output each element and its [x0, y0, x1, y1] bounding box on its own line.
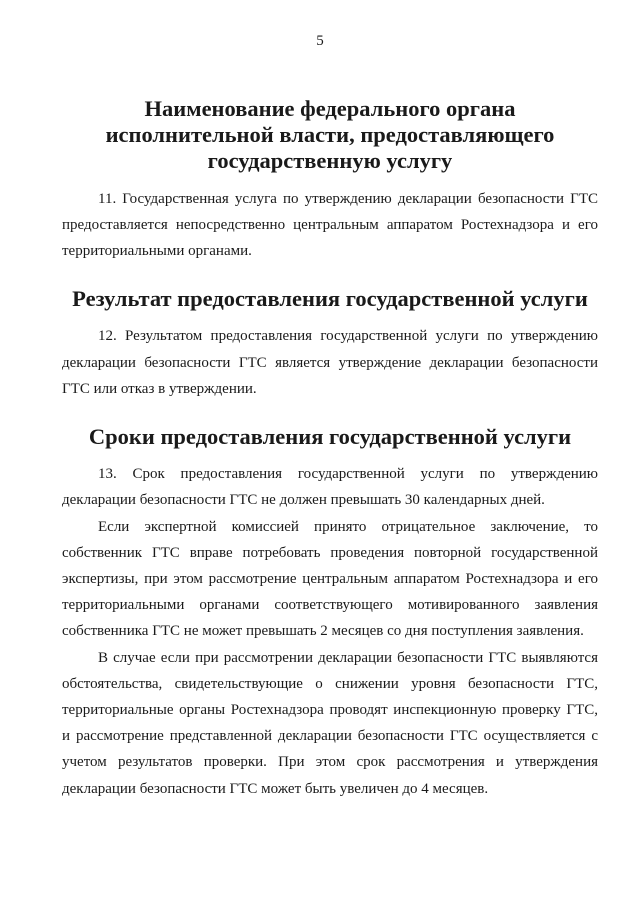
paragraph-11: 11. Государственная услуга по утверждению декларации безопасности ГТС предоставляется непосредственно центральным аппаратом Ростехнадзора и его территориальными органами.	[62, 190, 598, 260]
paragraph-negative-conclusion: Если экспертной комиссией принято отрицательное заключение, то собственник ГТС вправе потребовать проведения повторной государственной экспертизы, при этом рассмотрение центральным аппаратом Ростехнадзора и его территориальными органами соответствующего мотивированного заявления собственника ГТС не может превышать 2 месяцев со дня поступления заявления.	[62, 518, 598, 640]
paragraph-safety-decrease: В случае если при рассмотрении декларации безопасности ГТС выявляются обстоятельства, свидетельствующие о снижении уровня безопасности ГТС, территориальные органы Ростехнадзора проводят инспекционную проверку ГТС, и рассмотрение представленной декларации безопасности ГТС осуществляется с учетом результатов проверки. При этом срок рассмотрения и утверждения декларации безопасности ГТС может быть увеличен до 4 месяцев.	[62, 649, 598, 797]
paragraph-12: 12. Результатом предоставления государственной услуги по утверждению декларации безопасности ГТС является утверждение декларации безопасности ГТС или отказ в утверждении.	[62, 328, 598, 397]
document-body	[62, 96, 598, 802]
page-number: 5	[316, 33, 324, 49]
section-heading-deadlines: Сроки предоставления государственной услуги	[88, 424, 572, 450]
section-heading-result: Результат предоставления государственной услуги	[72, 286, 588, 312]
section-heading-authority: Наименование федерального органа исполнительной власти, предоставляющего государственную услугу	[105, 96, 555, 174]
paragraph-13: 13. Срок предоставления государственной услуги по утверждению декларации безопасности ГТС не должен превышать 30 календарных дней.	[62, 466, 598, 509]
